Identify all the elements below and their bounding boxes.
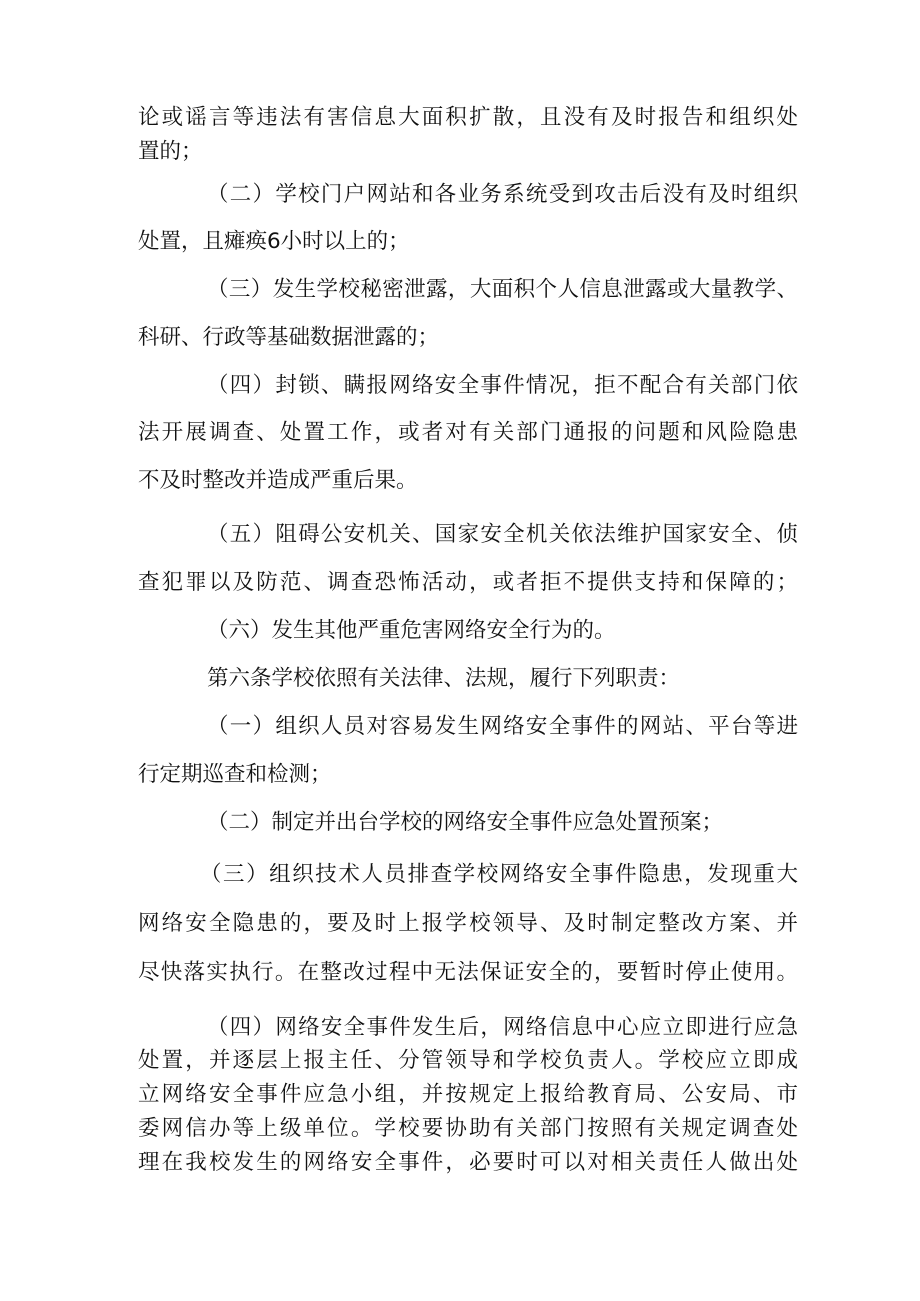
text-line: 第六条学校依照有关法律、法规，履行下列职责：	[207, 666, 681, 691]
text-line: 法开展调查、处置工作，或者对有关部门通报的问题和风险隐患	[138, 420, 798, 445]
text-line: 论或谣言等违法有害信息大面积扩散，且没有及时报告和组织处	[138, 105, 798, 130]
text-line: （三）组织技术人员排查学校网络安全事件隐患，发现重大	[200, 862, 798, 887]
text-line: （二）制定并出台学校的网络安全事件应急处置预案；	[207, 810, 724, 835]
text-line: 不及时整改并造成严重后果。	[138, 468, 418, 493]
text-line: （四）封锁、瞒报网络安全事件情况，拒不配合有关部门依	[207, 373, 798, 398]
text-line: 处置，且瘫痪6小时以上的；	[138, 229, 410, 254]
text-line: （四）网络安全事件发生后，网络信息中心应立即进行应急	[207, 1015, 798, 1040]
text-line: （三）发生学校秘密泄露，大面积个人信息泄露或大量教学、	[207, 277, 798, 302]
text-line: 理在我校发生的网络安全事件，必要时可以对相关责任人做出处	[138, 1150, 798, 1175]
text-line: （二）学校门户网站和各业务系统受到攻击后没有及时组织	[207, 182, 798, 207]
text-line: 科研、行政等基础数据泄露的；	[138, 325, 440, 350]
text-line: （五）阻碍公安机关、国家安全机关依法维护国家安全、侦	[207, 522, 798, 547]
text-line: 置的；	[138, 139, 203, 164]
text-line: 处置，并逐层上报主任、分管领导和学校负责人。学校应立即成	[138, 1048, 798, 1073]
text-line: 立网络安全事件应急小组，并按规定上报给教育局、公安局、市	[138, 1082, 798, 1107]
text-line: （一）组织人员对容易发生网络安全事件的网站、平台等进	[207, 714, 798, 739]
text-line: 网络安全隐患的，要及时上报学校领导、及时制定整改方案、并	[138, 911, 798, 936]
text-line: 尽快落实执行。在整改过程中无法保证安全的，要暂时停止使用。	[138, 960, 798, 985]
text-line: （六）发生其他严重危害网络安全行为的。	[207, 618, 616, 643]
text-line: 委网信办等上级单位。学校要协助有关部门按照有关规定调查处	[138, 1116, 798, 1141]
text-line: 查犯罪以及防范、调查恐怖活动，或者拒不提供支持和保障的；	[138, 570, 798, 595]
text-line: 行定期巡查和检测；	[138, 762, 332, 787]
